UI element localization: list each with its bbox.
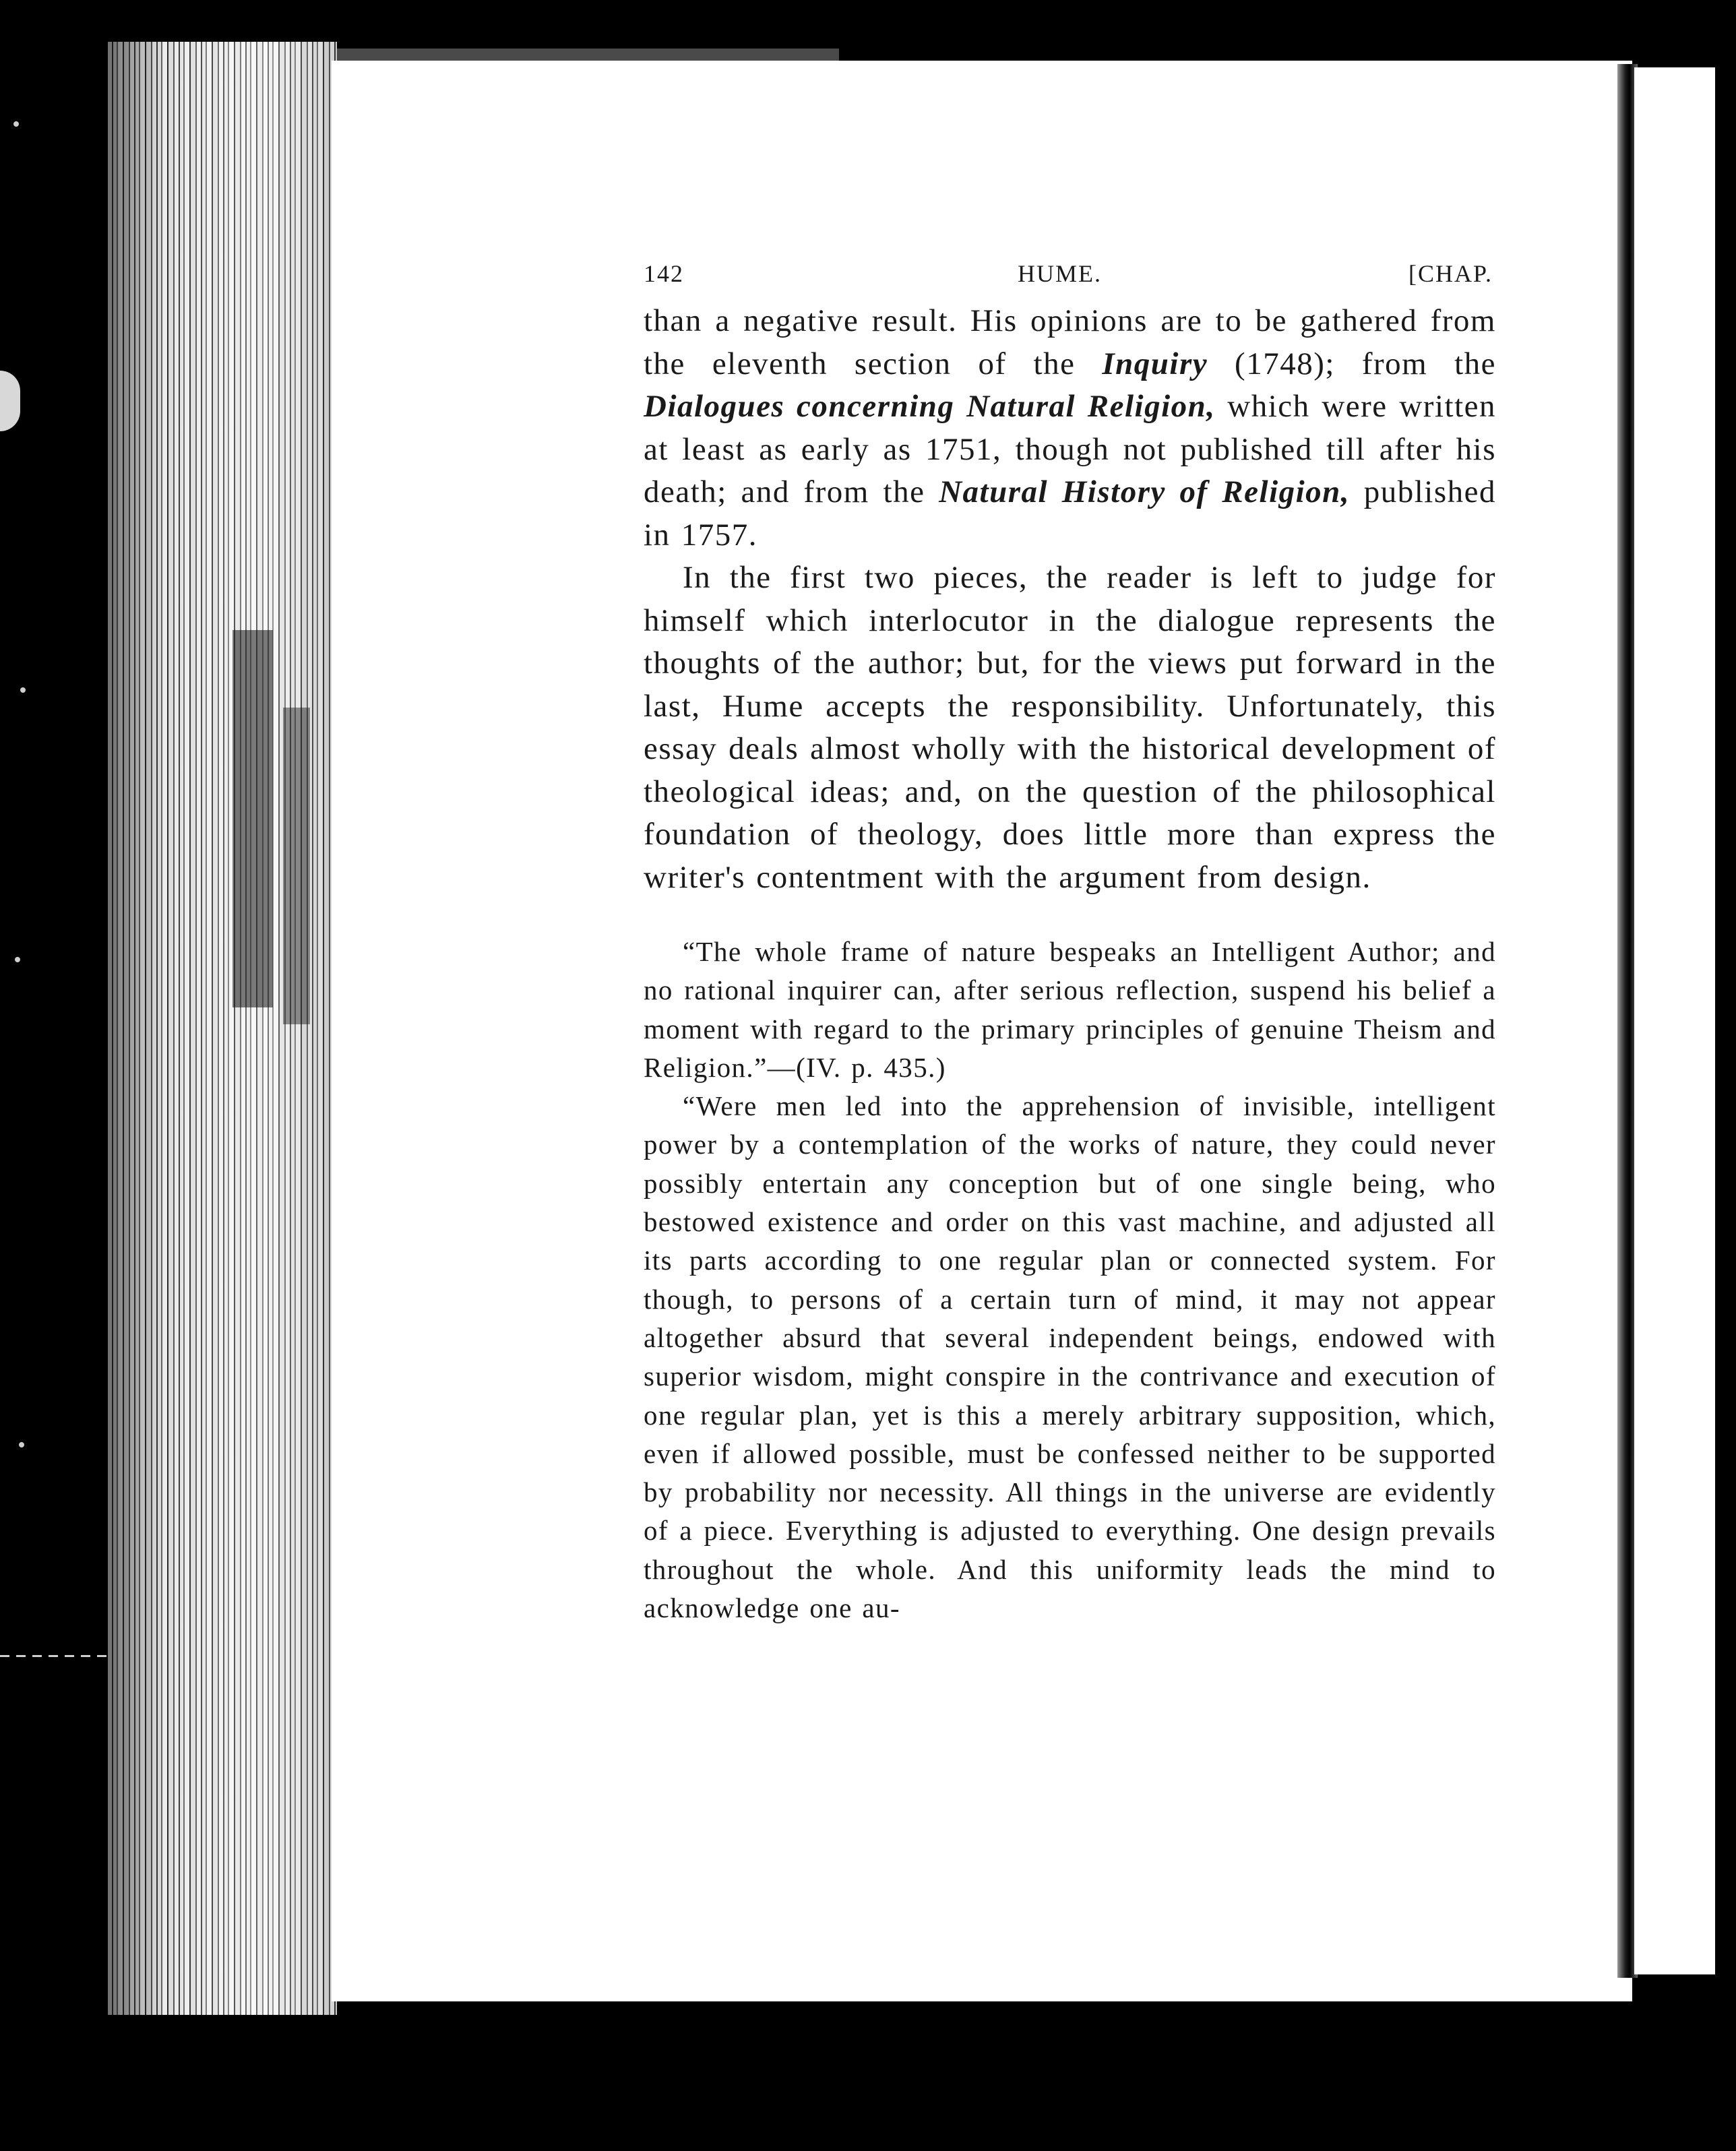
paragraph-1 (644, 300, 1496, 557)
facing-page-edge (1634, 67, 1715, 1974)
text-run: which were written at least as early as 1751, though not published till after his death; and from the (644, 389, 1496, 509)
page-number: 142 (644, 260, 684, 287)
italic-title-natural-history: Natural History of Religion, (939, 474, 1351, 509)
film-speck (15, 957, 20, 962)
top-edge-strip (310, 49, 839, 61)
library-stamp-mark (232, 630, 273, 1007)
film-edge-mark (0, 371, 20, 431)
running-head (644, 259, 1496, 300)
page-content (644, 259, 1496, 1627)
paragraph-2: In the first two pieces, the reader is left to judge for himself which interlocutor in the dialogue represents the thoughts of the author; but, for the views put forward in the last, Hume accepts the responsibility. Unfortunately, this essay deals almost wholly with the historical development of theological ideas; and, on the question of the philosophical foundation of theology, does little more than express the writer's contentment with the argument from design. (644, 560, 1496, 895)
film-speck (13, 121, 19, 127)
chapter-mark: [CHAP. (1408, 260, 1493, 287)
text-run: than a negative result. His opinions are to be gathered from the eleventh section of the (644, 303, 1496, 381)
text-run: (1748); from the (1208, 346, 1496, 381)
paragraph-gap (644, 899, 1496, 933)
film-speck (20, 687, 26, 693)
quotation-2: “Were men led into the apprehension of invisible, intelligent power by a contemplation of the works of nature, they could never possibly entertain any conception but of one single being, who bestowed existence and order on this vast machine, and adjusted all its parts according to one regular plan or connected system. For though, to persons of a certain turn of mind, it may not appear altogether absurd that several independent beings, endowed with superior wisdom, might conspire in the contrivance and execution of one regular plan, yet is this a merely arbitrary supposition, which, even if allowed possible, must be confessed neither to be supported by probability nor necessity. All things in the universe are evidently of a piece. Everything is adjusted to everything. One design prevails throughout the whole. And this uniformity leads the mind to acknowledge one au- (644, 1090, 1496, 1624)
italic-title-inquiry: Inquiry (1102, 346, 1208, 381)
italic-title-dialogues: Dialogues concerning Natural Religion, (644, 389, 1216, 424)
library-stamp-mark (283, 708, 310, 1024)
film-speck (19, 1442, 24, 1447)
text-run: published in 1757. (644, 474, 1496, 553)
running-title: HUME. (1018, 260, 1102, 287)
page-edges-shading (108, 42, 337, 2015)
quotation-1: “The whole frame of nature bespeaks an Intelligent Author; and no rational inquirer can, after serious reflection, suspend his belief a moment with regard to the primary principles of genuine Theism and Religion.”—(IV. p. 435.) (644, 936, 1496, 1083)
